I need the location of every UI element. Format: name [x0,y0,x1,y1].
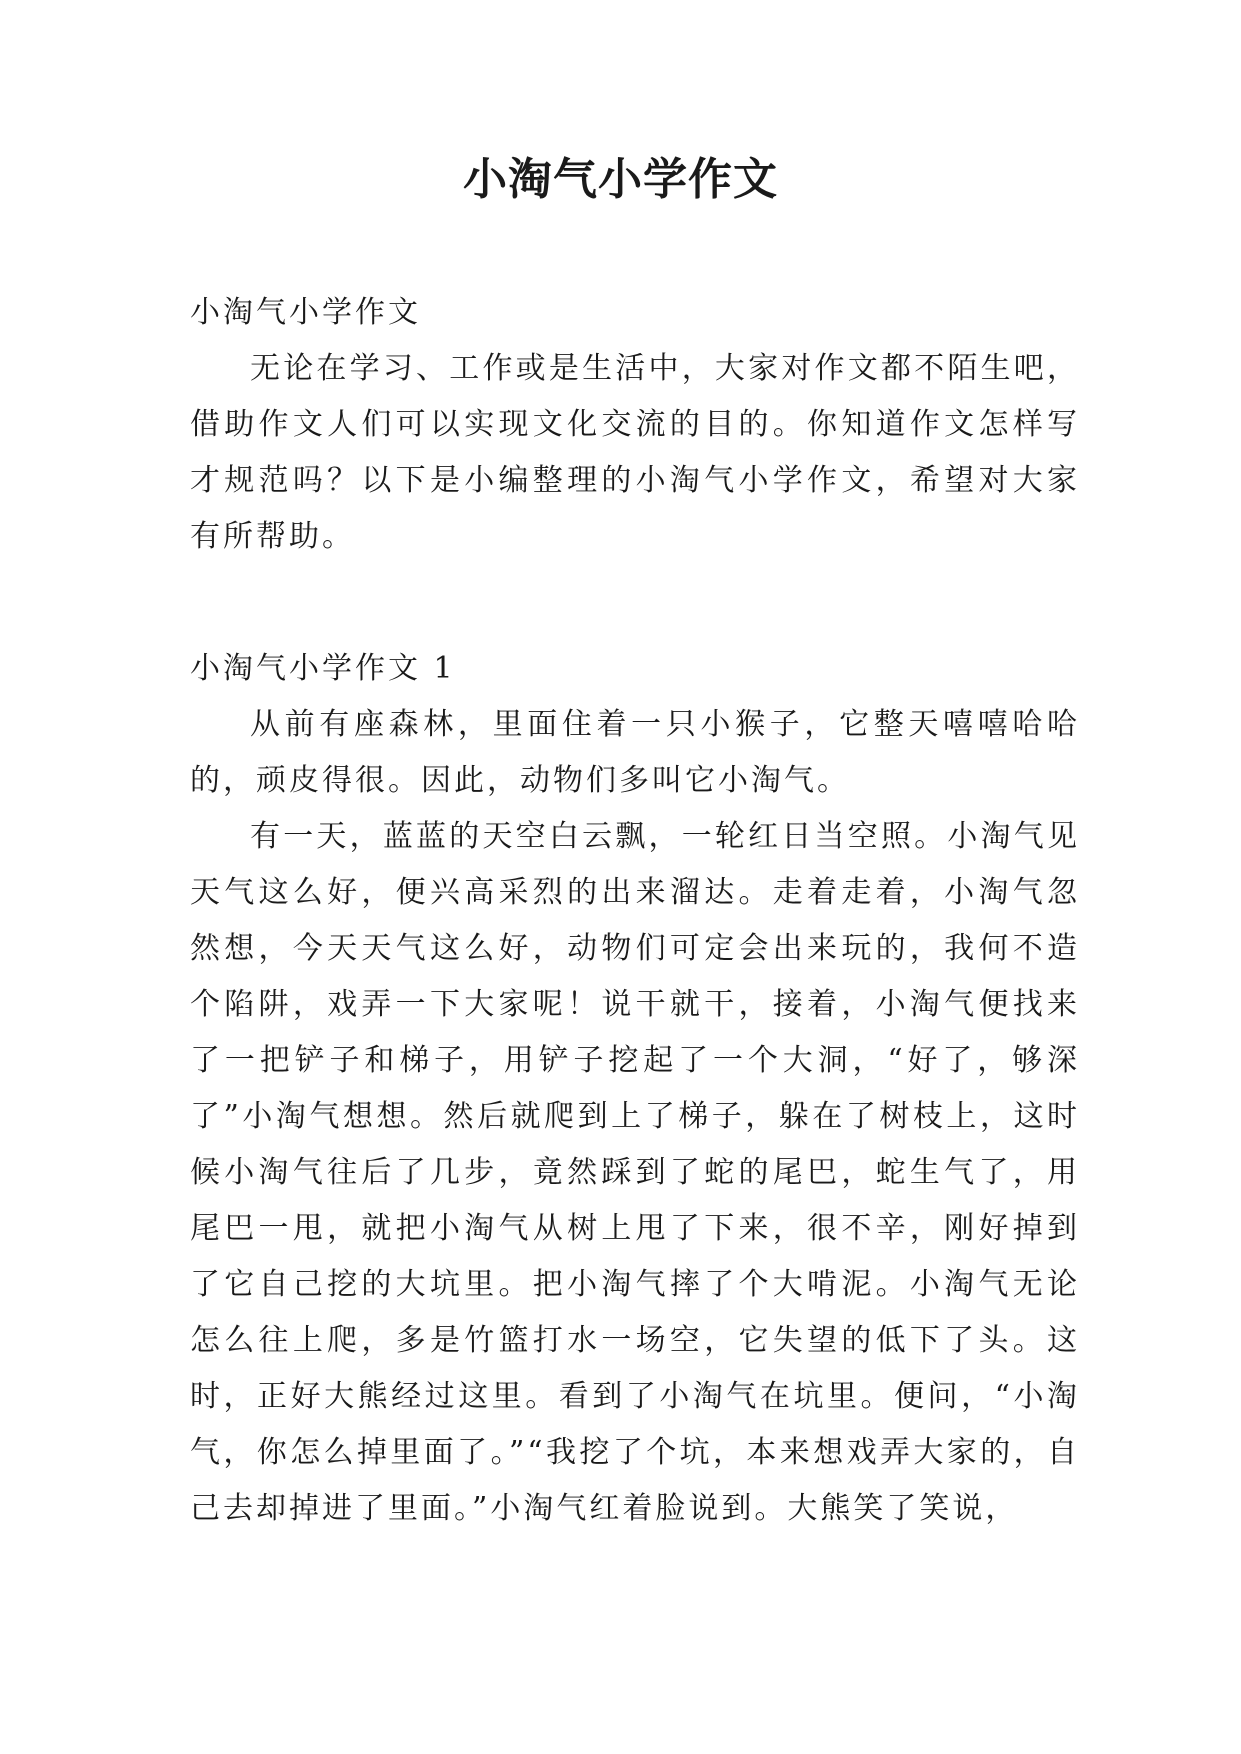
intro-paragraph: 无论在学习、工作或是生活中，大家对作文都不陌生吧，借助作文人们可以实现文化交流的目的。你知道作文怎样写才规范吗？以下是小编整理的小淘气小学作文，希望对大家有所帮助。 [190,351,1080,554]
document-title: 小淘气小学作文 [463,154,778,205]
intro-section [190,285,1080,565]
intro-heading: 小淘气小学作文 [190,295,421,330]
essay-1-heading: 小淘气小学作文 1 [190,651,456,686]
essay-1-paragraph-1: 从前有座森林，里面住着一只小猴子，它整天嘻嘻哈哈的，顽皮得很。因此，动物们多叫它小淘气。 [190,707,1080,798]
document-body [190,285,1080,1537]
section-spacer [190,565,1080,641]
essay-1-paragraph-2: 有一天，蓝蓝的天空白云飘，一轮红日当空照。小淘气见天气这么好，便兴高采烈的出来溜达。走着走着，小淘气忽然想，今天天气这么好，动物们可定会出来玩的，我何不造个陷阱，戏弄一下大家呢！说干就干，接着，小淘气便找来了一把铲子和梯子，用铲子挖起了一个大洞，“好了，够深了”小淘气想想。然后就爬到上了梯子，躲在了树枝上，这时候小淘气往后了几步，竟然踩到了蛇的尾巴，蛇生气了，用尾巴一甩，就把小淘气从树上甩了下来，很不辛，刚好掉到了它自己挖的大坑里。把小淘气摔了个大啃泥。小淘气无论怎么往上爬，多是竹篮打水一场空，它失望的低下了头。这时，正好大熊经过这里。看到了小淘气在坑里。便问，“小淘气，你怎么掉里面了。”“我挖了个坑，本来想戏弄大家的，自己去却掉进了里面。”小淘气红着脸说到。大熊笑了笑说， [190,819,1080,1526]
essay-1-section [190,641,1080,1537]
